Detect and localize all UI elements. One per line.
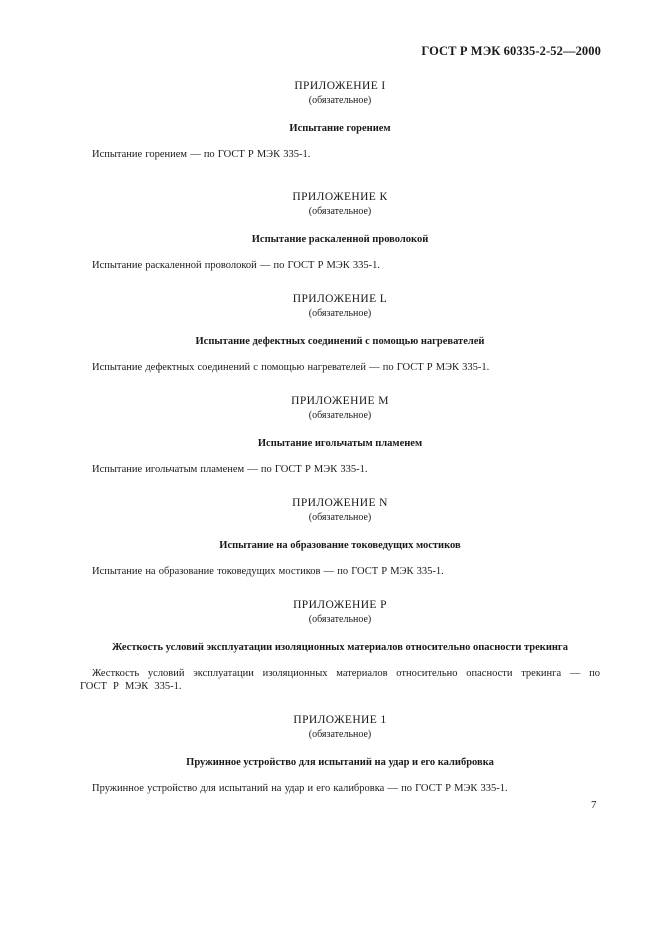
annex-status: (обязательное) — [308, 512, 372, 523]
annex-label: ПРИЛОЖЕНИЕ М — [291, 395, 389, 407]
annex-n — [80, 496, 600, 578]
annex-status: (обязательное) — [308, 614, 372, 625]
annex-label: ПРИЛОЖЕНИЕ L — [292, 293, 388, 305]
annex-title: Испытание горением — [289, 123, 391, 134]
annex-status: (обязательное) — [308, 308, 372, 319]
annex-label: ПРИЛОЖЕНИЕ К — [292, 191, 388, 203]
annex-title: Испытание раскаленной проволокой — [251, 234, 429, 245]
annex-body: Испытание на образование токоведущих мостиков — по ГОСТ Р МЭК 335-1. — [92, 566, 444, 577]
annex-label: ПРИЛОЖЕНИЕ Р — [293, 599, 387, 611]
annex-k — [80, 190, 600, 272]
annex-status: (обязательное) — [308, 206, 372, 217]
annex-body: Испытание игольчатым пламенем — по ГОСТ Р МЭК 335-1. — [92, 464, 368, 475]
annex-1 — [80, 713, 600, 795]
document-header: ГОСТ Р МЭК 60335-2-52—2000 — [421, 44, 601, 58]
annex-title: Пружинное устройство для испытаний на удар и его калибровка — [186, 757, 494, 768]
annex-status: (обязательное) — [308, 95, 372, 106]
annex-m — [80, 394, 600, 476]
annex-label: ПРИЛОЖЕНИЕ I — [294, 80, 386, 92]
annex-status: (обязательное) — [308, 410, 372, 421]
annex-body: Испытание дефектных соединений с помощью нагревателей — по ГОСТ Р МЭК 335-1. — [92, 362, 490, 373]
annex-body: Испытание раскаленной проволокой — по ГОСТ Р МЭК 335-1. — [92, 260, 381, 271]
annex-body: Испытание горением — по ГОСТ Р МЭК 335-1. — [92, 149, 311, 160]
annex-l — [80, 292, 600, 374]
annex-label: ПРИЛОЖЕНИЕ 1 — [293, 714, 387, 726]
annex-p — [80, 598, 600, 693]
annex-title: Испытание дефектных соединений с помощью нагревателей — [195, 336, 485, 347]
annex-title: Жесткость условий эксплуатации изоляционных материалов относительно опасности трекинга — [112, 642, 568, 653]
annex-body: Жесткость условий эксплуатации изоляционных материалов относительно опасности трекинга — по ГОСТ Р МЭК 335-1. — [80, 668, 600, 692]
annex-title: Испытание на образование токоведущих мостиков — [219, 540, 461, 551]
annex-i — [80, 79, 600, 161]
annex-status: (обязательное) — [308, 729, 372, 740]
annex-label: ПРИЛОЖЕНИЕ N — [292, 497, 388, 509]
annex-body: Пружинное устройство для испытаний на удар и его калибровка — по ГОСТ Р МЭК 335-1. — [92, 783, 508, 794]
page-number: 7 — [591, 799, 597, 811]
annex-title: Испытание игольчатым пламенем — [257, 438, 423, 449]
